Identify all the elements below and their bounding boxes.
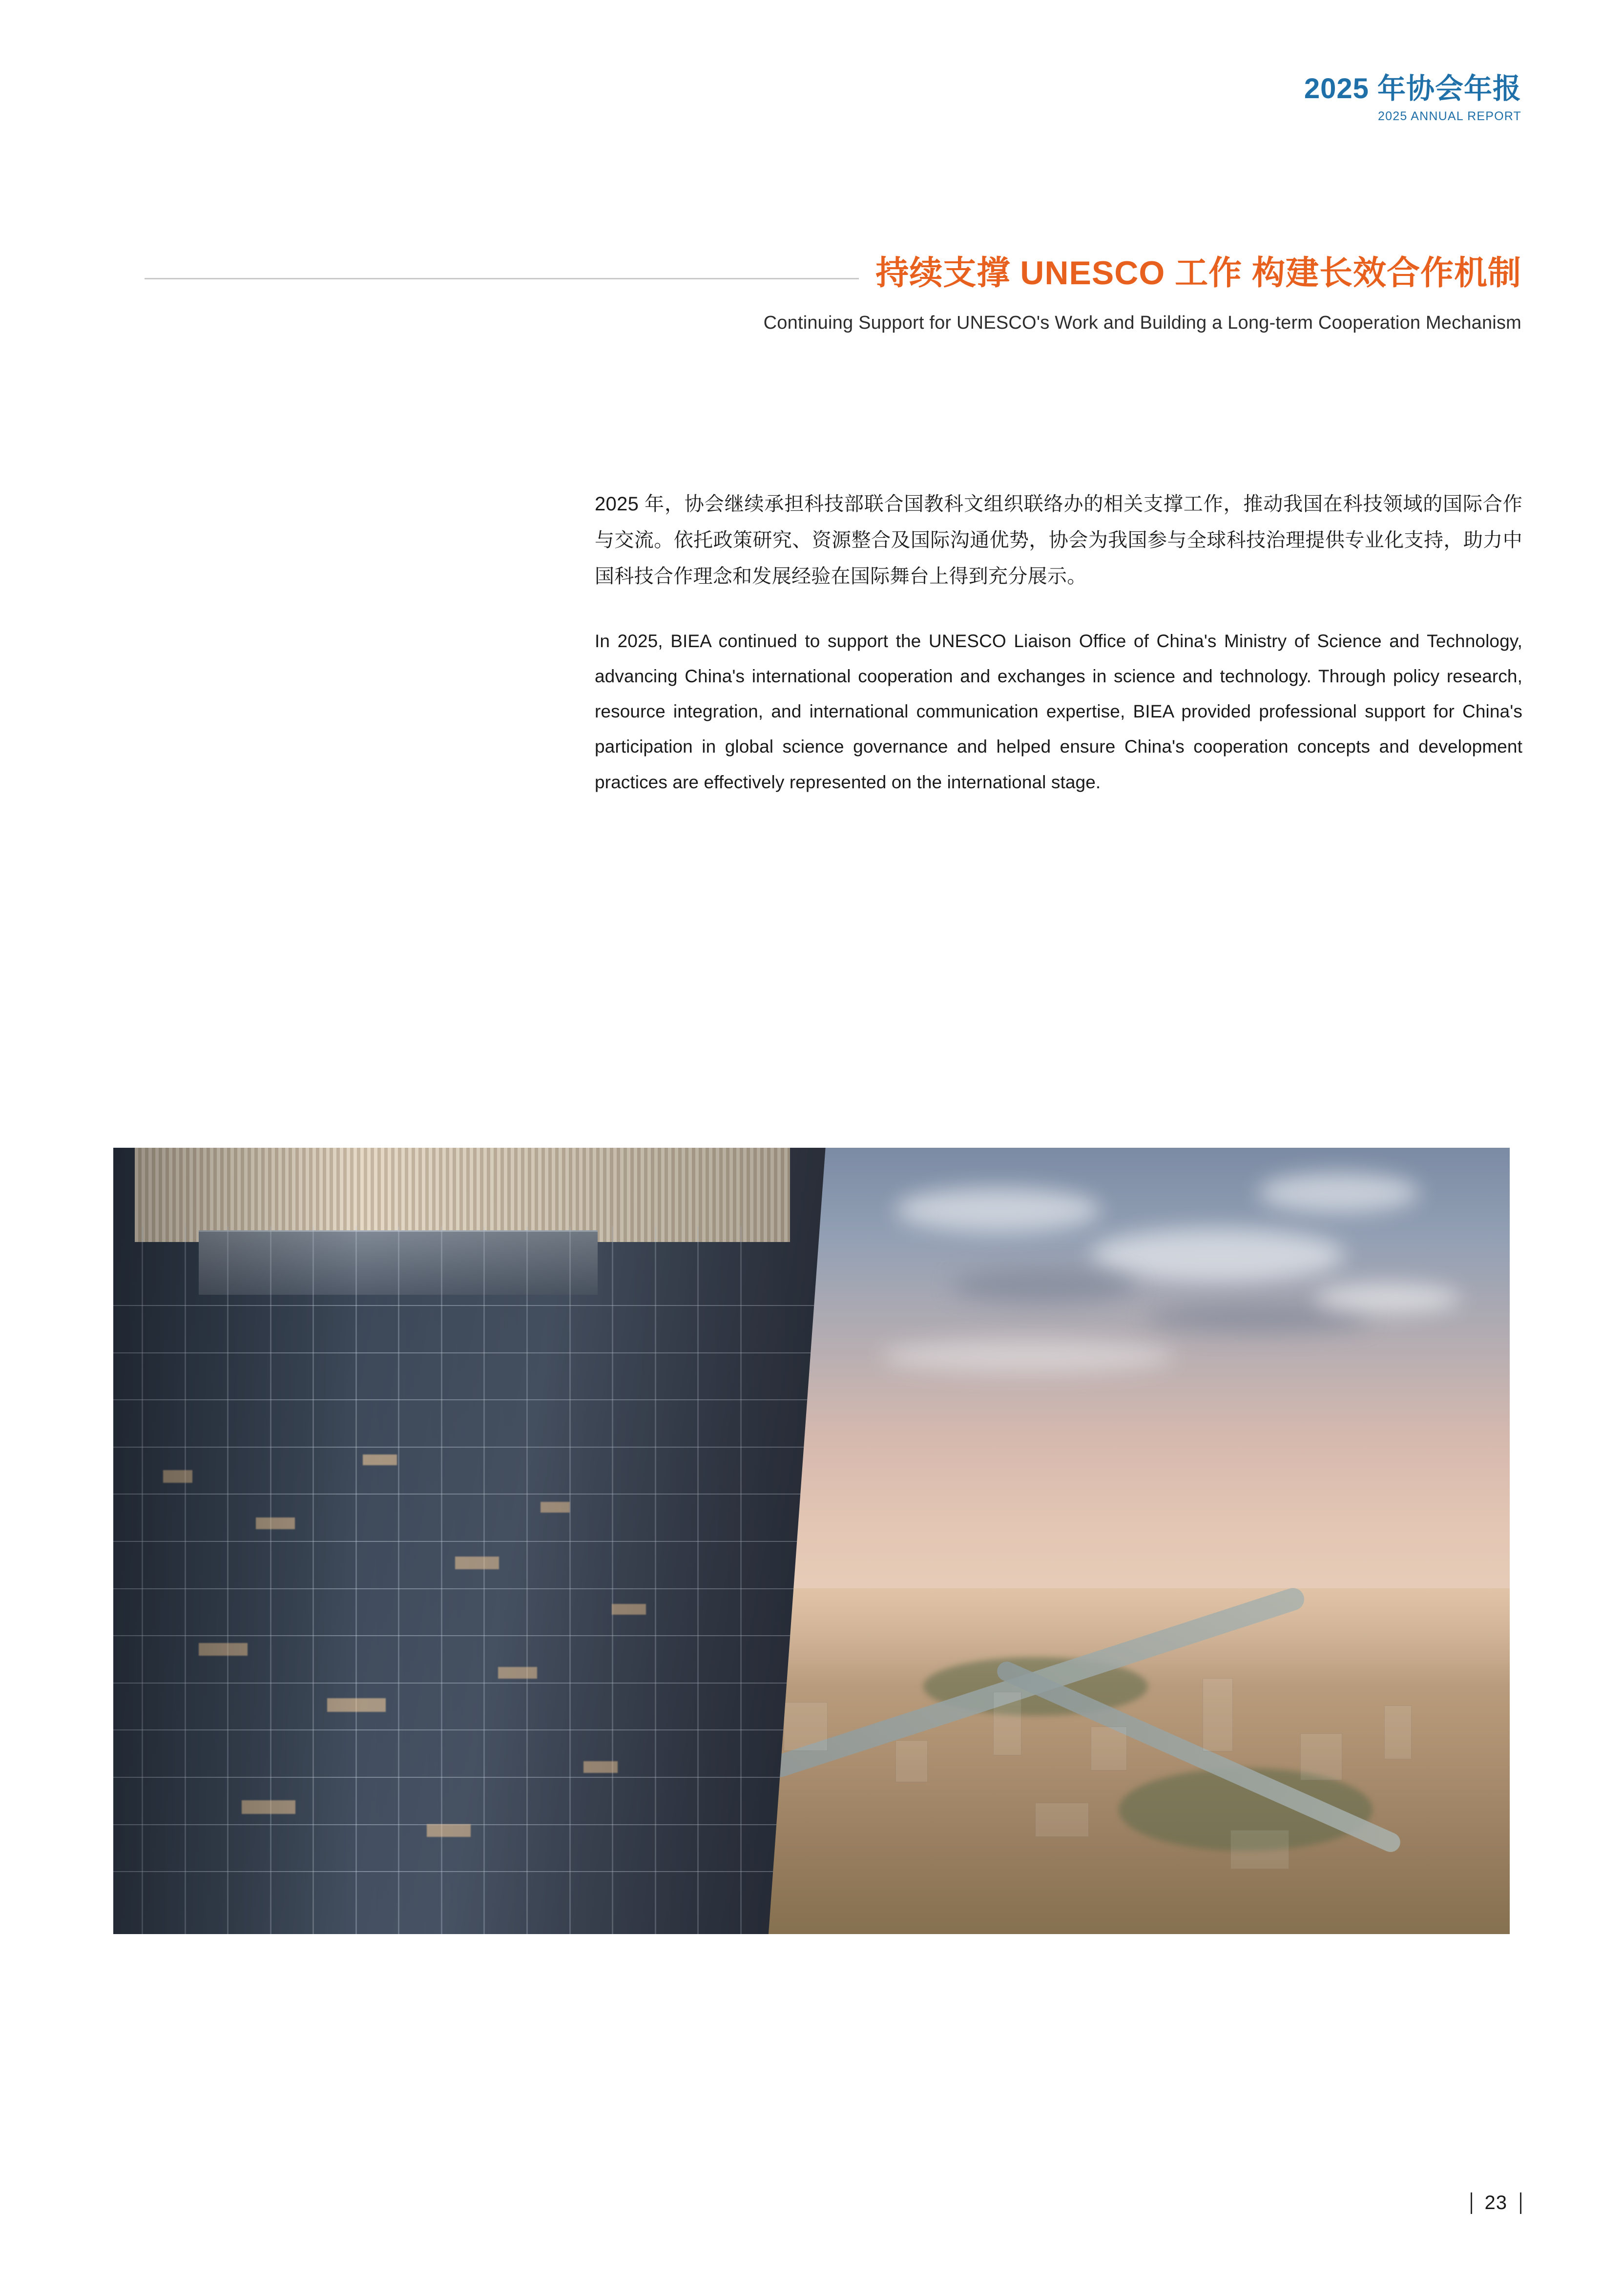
body-copy: [595, 466, 1522, 818]
photo-skyscraper: [113, 1148, 826, 1934]
page-number: 23: [1484, 2192, 1507, 2213]
photo-composition: [113, 1148, 1510, 1934]
page-header: [1304, 73, 1521, 124]
report-title-english: 2025 ANNUAL REPORT: [1378, 109, 1521, 123]
report-title-chinese: 2025 年协会年报: [1304, 73, 1521, 105]
section-subtitle-english: Continuing Support for UNESCO's Work and Building a Long-term Cooperation Mechanism: [763, 313, 1521, 334]
page-footer: [1471, 2192, 1522, 2214]
title-divider-rule: [145, 278, 859, 279]
footer-rule-left: [1471, 2192, 1472, 2214]
body-paragraph-english: In 2025, BIEA continued to support the UNESCO Liaison Office of China's Ministry of Science and Technology, advancing China's international cooperation and exchanges in science and technology. Through policy research, resource integration, and international communication expertise, BIEA provided professional support for China's participation in global science governance and helped ensure China's cooperation concepts and development practices are effectively represented on the international stage.: [595, 631, 1522, 792]
section-title-row: [145, 254, 1521, 292]
figure-image: [113, 1148, 1510, 1934]
body-paragraph-chinese: 2025 年，协会继续承担科技部联合国教科文组织联络办的相关支撑工作，推动我国在科技领域的国际合作与交流。依托政策研究、资源整合及国际沟通优势，协会为我国参与全球科技治理提供专业化支持，助力中国科技合作理念和发展经验在国际舞台上得到充分展示。: [595, 493, 1522, 587]
section-title-chinese: 持续支撑 UNESCO 工作 构建长效合作机制: [875, 254, 1521, 292]
section-title-block: [145, 254, 1521, 334]
footer-rule-right: [1520, 2192, 1521, 2214]
